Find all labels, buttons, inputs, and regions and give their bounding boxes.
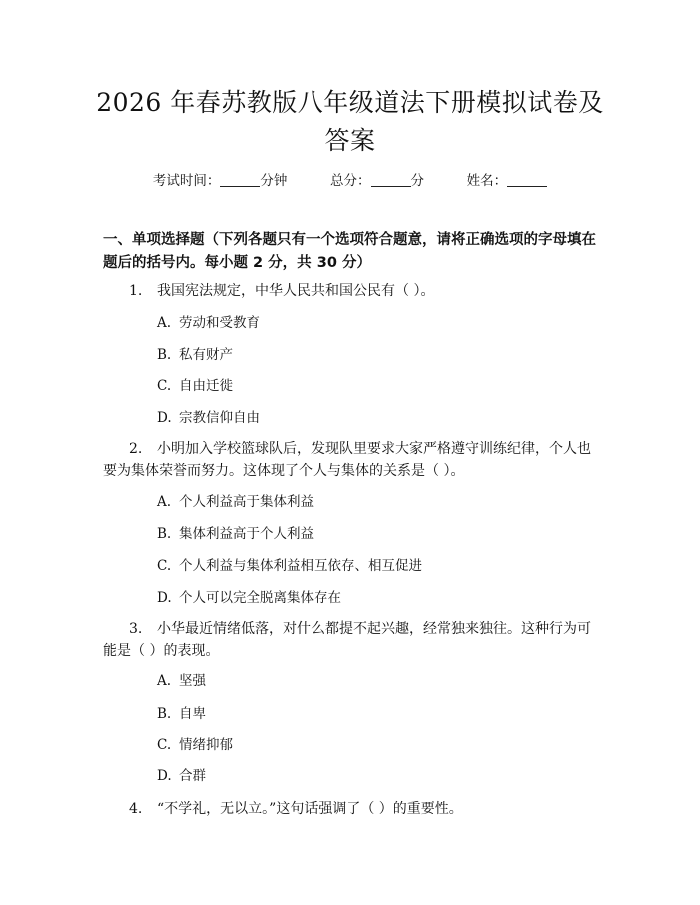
section-heading: 一、单项选择题（下列各题只有一个选项符合题意，请将正确选项的字母填在题后的括号内。每小题 2 分，共 30 分） [103,232,596,271]
option-letter: C. [157,558,172,574]
page-title [80,84,620,160]
option-text: 宗教信仰自由 [179,410,260,426]
option-letter: D. [157,590,172,606]
option-text: 自由迁徙 [179,378,233,394]
score-label: 总分： [330,173,371,189]
option-2a [157,492,314,512]
name-label: 姓名： [466,173,508,189]
title-line-2: 答案 [324,126,376,155]
question-number: 3. [129,621,143,637]
question-number: 2. [129,441,143,457]
option-3a [157,671,206,691]
option-letter: B. [157,347,172,363]
question-text: 我国宪法规定，中华人民共和国公民有（ ）。 [157,283,435,299]
question-number: 1. [129,283,143,299]
option-1b [157,345,233,365]
question-text: “不学礼，无以立。”这句话强调了（ ）的重要性。 [157,801,463,817]
time-unit: 分钟 [260,173,288,189]
option-1c [157,376,233,396]
time-label: 考试时间： [152,173,221,189]
option-letter: B. [157,706,172,722]
score-blank [371,174,411,187]
question-text: 小华最近情绪低落，对什么都提不起兴趣，经常独来独往。这种行为可能是（ ）的表现。 [103,621,591,659]
question-4 [103,798,603,820]
option-text: 集体利益高于个人利益 [179,526,314,542]
option-text: 坚强 [179,673,206,689]
option-letter: C. [157,737,172,753]
option-3b [157,704,206,724]
option-text: 私有财产 [179,347,233,363]
option-letter: D. [157,768,172,784]
option-2d [157,588,341,608]
option-letter: B. [157,526,172,542]
option-2b [157,524,314,544]
name-blank [507,174,547,187]
option-text: 个人利益高于集体利益 [179,494,314,510]
question-2 [103,438,603,482]
option-text: 个人利益与集体利益相互依存、相互促进 [179,558,422,574]
time-blank [220,174,260,187]
option-text: 个人可以完全脱离集体存在 [179,590,341,606]
title-line-1: 2026 年春苏教版八年级道法下册模拟试卷及 [96,88,604,117]
option-text: 劳动和受教育 [179,315,260,331]
option-letter: C. [157,378,172,394]
question-text: 小明加入学校篮球队后，发现队里要求大家严格遵守训练纪律，个人也要为集体荣誉而努力。这体现了个人与集体的关系是（ ）。 [103,441,591,479]
option-letter: D. [157,410,172,426]
exam-meta-line [0,169,700,189]
option-2c [157,556,422,576]
option-text: 合群 [179,768,206,784]
option-letter: A. [157,315,172,331]
option-3d [157,766,206,786]
question-1 [103,280,603,302]
option-3c [157,735,233,755]
option-text: 情绪抑郁 [179,737,233,753]
option-text: 自卑 [179,706,206,722]
option-letter: A. [157,673,172,689]
option-1a [157,313,260,333]
score-unit: 分 [410,173,424,189]
question-number: 4. [129,801,143,817]
question-3 [103,618,603,662]
option-letter: A. [157,494,172,510]
option-1d [157,408,260,428]
